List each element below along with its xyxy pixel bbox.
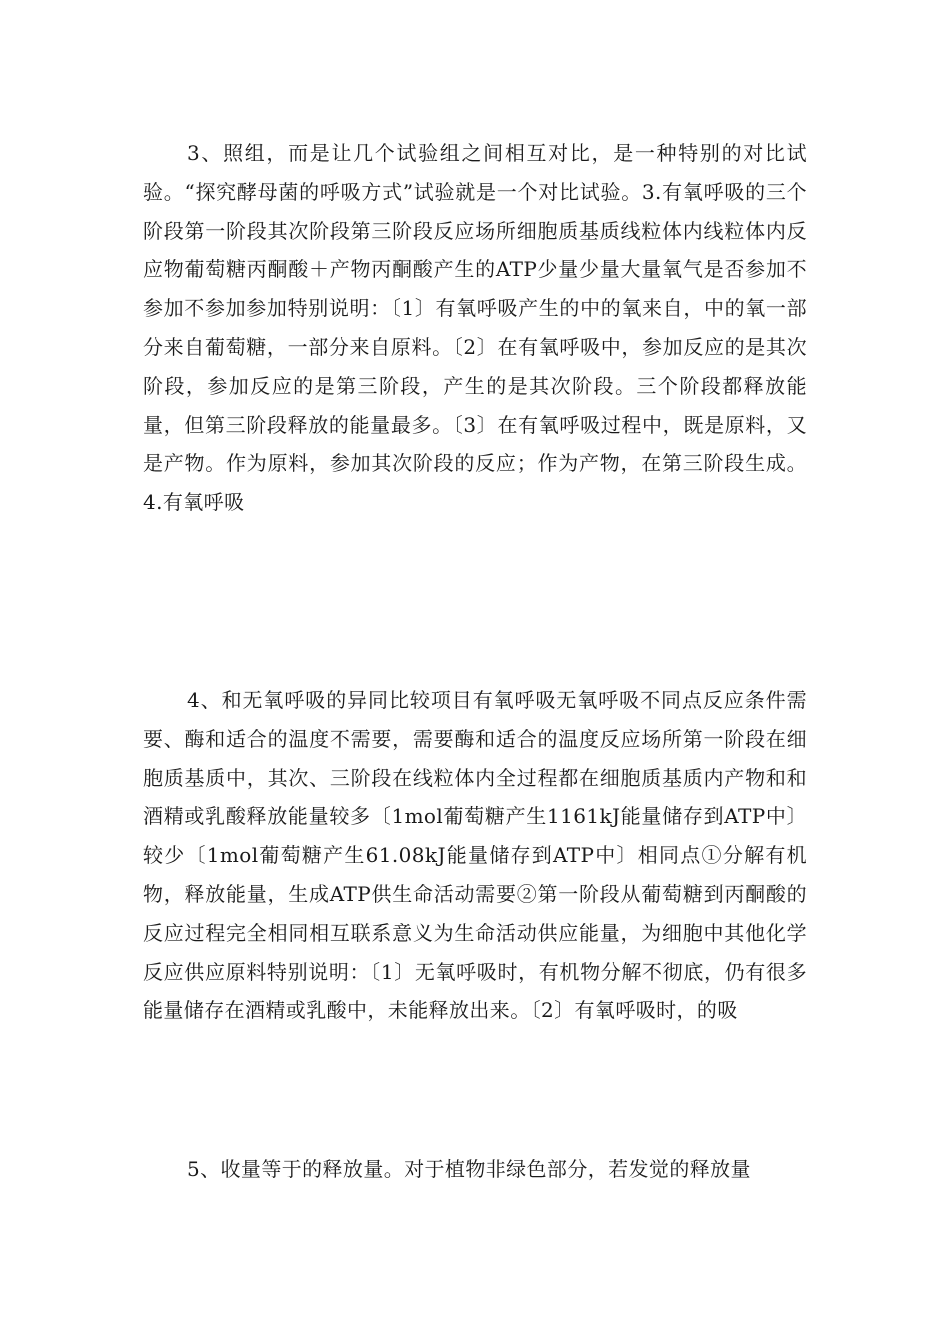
paragraph-5: 5、收量等于的释放量。对于植物非绿色部分，若发觉的释放量 [187,1157,751,1181]
paragraph-3: 3、照组，而是让几个试验组之间相互对比，是一种特别的对比试验。“探究酵母菌的呼吸方式”试验就是一个对比试验。3.有氧呼吸的三个阶段第一阶段其次阶段第三阶段反应场所细胞质基质线粒体内线粒体内反应物葡萄糖丙酮酸＋产物丙酮酸产生的ATP少量少量大量氧气是否参加不参加不参加参加特别说明：〔1〕有氧呼吸产生的中的氧来自，中的氧一部分来自葡萄糖，一部分来自原料。〔2〕在有氧呼吸中，参加反应的是其次阶段，参加反应的是第三阶段，产生的是其次阶段。三个阶段都释放能量，但第三阶段释放的能量最多。〔3〕在有氧呼吸过程中，既是原料，又是产物。作为原料，参加其次阶段的反应；作为产物，在第三阶段生成。4.有氧呼吸 [143,141,807,515]
paragraph-4: 4、和无氧呼吸的异同比较项目有氧呼吸无氧呼吸不同点反应条件需要、酶和适合的温度不需要，需要酶和适合的温度反应场所第一阶段在细胞质基质中，其次、三阶段在线粒体内全过程都在细胞质基质内产物和和酒精或乳酸释放能量较多〔1mol葡萄糖产生1161kJ能量储存到ATP中〕较少〔1mol葡萄糖产生61.08kJ能量储存到ATP中〕相同点①分解有机物，释放能量，生成ATP供生命活动需要②第一阶段从葡萄糖到丙酮酸的反应过程完全相同相互联系意义为生命活动供应能量，为细胞中其他化学反应供应原料特别说明：〔1〕无氧呼吸时，有机物分解不彻底，仍有很多能量储存在酒精或乳酸中，未能释放出来。〔2〕有氧呼吸时，的吸 [143,688,807,1023]
